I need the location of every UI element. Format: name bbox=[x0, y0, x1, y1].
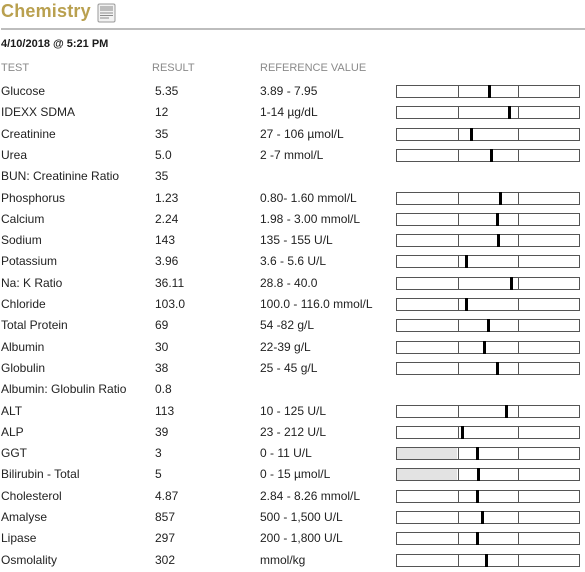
table-row bbox=[0, 508, 585, 529]
table-row bbox=[0, 465, 585, 486]
test-name: GGT bbox=[1, 446, 27, 461]
test-result: 5 bbox=[155, 467, 162, 482]
result-marker bbox=[510, 277, 513, 290]
reference-range: 28.8 - 40.0 bbox=[260, 275, 318, 290]
range-bar-divider bbox=[518, 235, 519, 246]
test-name: BUN: Creatinine Ratio bbox=[1, 169, 120, 184]
test-result: 69 bbox=[155, 318, 169, 333]
test-result: 3.96 bbox=[155, 254, 179, 269]
range-bar-divider bbox=[458, 406, 459, 417]
test-result: 113 bbox=[155, 403, 175, 418]
section-header bbox=[1, 0, 585, 30]
result-marker bbox=[505, 405, 508, 418]
test-result: 3 bbox=[155, 446, 162, 461]
range-bar bbox=[396, 426, 580, 439]
test-name: Na: K Ratio bbox=[1, 275, 63, 290]
result-marker bbox=[508, 106, 511, 119]
reference-range: 100.0 - 116.0 mmol/L bbox=[260, 297, 373, 311]
range-bar bbox=[396, 532, 580, 545]
test-result: 5.35 bbox=[155, 84, 179, 98]
test-result: 38 bbox=[155, 360, 169, 375]
table-row bbox=[0, 295, 585, 316]
test-result: 30 bbox=[155, 339, 169, 354]
reference-range: 135 - 155 U/L bbox=[260, 233, 333, 248]
result-marker bbox=[488, 85, 491, 98]
range-bar-divider bbox=[458, 533, 459, 544]
range-bar bbox=[396, 149, 580, 162]
table-row bbox=[0, 210, 585, 231]
table-row bbox=[0, 125, 585, 146]
range-bar bbox=[396, 85, 580, 98]
range-bar-divider bbox=[518, 256, 519, 267]
range-bar-divider bbox=[518, 363, 519, 374]
range-bar-divider bbox=[458, 193, 459, 204]
table-row bbox=[0, 231, 585, 252]
result-marker bbox=[477, 468, 480, 481]
result-marker bbox=[476, 447, 479, 460]
range-bar-divider bbox=[518, 533, 519, 544]
column-header-reference: REFERENCE VALUE bbox=[260, 62, 367, 74]
result-marker bbox=[483, 341, 486, 354]
test-result: 302 bbox=[155, 552, 176, 567]
test-result: 35 bbox=[155, 169, 169, 184]
table-row bbox=[0, 338, 585, 359]
result-marker bbox=[470, 128, 473, 141]
result-marker bbox=[499, 192, 502, 205]
result-marker bbox=[465, 298, 468, 311]
table-row bbox=[0, 380, 585, 401]
test-name: Osmolality bbox=[1, 552, 58, 567]
range-bar bbox=[396, 362, 580, 375]
test-result: 12 bbox=[155, 105, 169, 120]
test-name: ALT bbox=[1, 403, 23, 418]
result-marker bbox=[485, 554, 488, 567]
result-timestamp: 4/10/2018 @ 5:21 PM bbox=[1, 38, 109, 50]
test-result: 1.23 bbox=[155, 190, 179, 205]
range-bar-divider bbox=[518, 406, 519, 417]
range-bar bbox=[396, 511, 580, 524]
test-name: Lipase bbox=[1, 531, 37, 546]
document-icon[interactable] bbox=[97, 3, 116, 23]
range-bar-divider bbox=[518, 448, 519, 459]
result-marker bbox=[487, 319, 490, 332]
range-bar-divider bbox=[518, 320, 519, 331]
range-bar-divider bbox=[458, 278, 459, 289]
reference-range: 2.84 - 8.26 mmol/L bbox=[260, 488, 361, 503]
table-row bbox=[0, 316, 585, 337]
reference-range: 27 - 106 µmol/L bbox=[260, 126, 344, 141]
reference-range: 25 - 45 g/L bbox=[260, 360, 318, 375]
result-marker bbox=[476, 532, 479, 545]
section-title: Chemistry bbox=[1, 1, 91, 21]
test-result: 5.0 bbox=[155, 147, 172, 162]
test-result: 103.0 bbox=[155, 297, 186, 311]
column-header-result: RESULT bbox=[152, 62, 195, 74]
reference-range: 0.80- 1.60 mmol/L bbox=[260, 190, 357, 205]
result-marker bbox=[476, 490, 479, 503]
range-bar-divider bbox=[518, 278, 519, 289]
reference-range: 10 - 125 U/L bbox=[260, 403, 327, 418]
range-bar-divider bbox=[518, 299, 519, 310]
test-result: 4.87 bbox=[155, 488, 179, 503]
table-row bbox=[0, 252, 585, 273]
range-bar bbox=[396, 554, 580, 567]
column-header-test: TEST bbox=[1, 62, 30, 74]
range-bar-divider bbox=[458, 86, 459, 97]
result-marker bbox=[461, 426, 464, 439]
table-row bbox=[0, 146, 585, 167]
table-row bbox=[0, 82, 585, 103]
range-bar-divider bbox=[518, 129, 519, 140]
test-name: Chloride bbox=[1, 297, 46, 311]
test-name: IDEXX SDMA bbox=[1, 105, 76, 120]
test-name: Sodium bbox=[1, 233, 42, 248]
test-name: Phosphorus bbox=[1, 190, 66, 205]
test-name: Amalyse bbox=[1, 510, 48, 524]
test-result: 36.11 bbox=[155, 275, 185, 290]
reference-range: 54 -82 g/L bbox=[260, 318, 315, 333]
reference-range: 23 - 212 U/L bbox=[260, 424, 327, 439]
range-bar-divider bbox=[458, 129, 459, 140]
range-bar-divider bbox=[458, 363, 459, 374]
reference-range: mmol/kg bbox=[260, 552, 306, 567]
range-bar bbox=[396, 405, 580, 418]
test-result: 297 bbox=[155, 531, 176, 546]
result-marker bbox=[496, 213, 499, 226]
table-row bbox=[0, 189, 585, 210]
test-name: Urea bbox=[1, 147, 28, 162]
range-bar-divider bbox=[518, 512, 519, 523]
range-bar bbox=[396, 192, 580, 205]
range-bar-divider bbox=[458, 320, 459, 331]
range-bar bbox=[396, 341, 580, 354]
range-bar bbox=[396, 213, 580, 226]
range-bar-divider bbox=[518, 86, 519, 97]
range-bar-divider bbox=[458, 235, 459, 246]
range-bar-divider bbox=[518, 150, 519, 161]
range-bar bbox=[396, 234, 580, 247]
range-bar-divider bbox=[458, 469, 459, 480]
test-name: Potassium bbox=[1, 254, 58, 269]
table-row bbox=[0, 359, 585, 380]
range-bar-divider bbox=[458, 256, 459, 267]
test-name: Globulin bbox=[1, 360, 46, 375]
range-bar-low-zone bbox=[397, 469, 457, 480]
table-row bbox=[0, 423, 585, 444]
test-name: ALP bbox=[1, 424, 24, 439]
reference-range: 3.89 - 7.95 bbox=[260, 84, 318, 98]
table-row bbox=[0, 529, 585, 550]
range-bar-divider bbox=[518, 555, 519, 566]
range-bar bbox=[396, 128, 580, 141]
range-bar-divider bbox=[458, 491, 459, 502]
reference-range: 22-39 g/L bbox=[260, 339, 311, 354]
test-name: Albumin: Globulin Ratio bbox=[1, 382, 127, 397]
range-bar-divider bbox=[458, 555, 459, 566]
result-marker bbox=[465, 255, 468, 268]
test-name: Cholesterol bbox=[1, 488, 62, 503]
test-result: 0.8 bbox=[155, 382, 172, 397]
reference-range: 2 -7 mmol/L bbox=[260, 147, 324, 162]
result-marker bbox=[481, 511, 484, 524]
range-bar bbox=[396, 277, 580, 290]
test-result: 143 bbox=[155, 233, 176, 248]
range-bar-divider bbox=[518, 193, 519, 204]
range-bar-divider bbox=[458, 150, 459, 161]
range-bar-divider bbox=[458, 448, 459, 459]
range-bar-divider bbox=[518, 214, 519, 225]
test-name: Calcium bbox=[1, 211, 45, 226]
range-bar-divider bbox=[518, 107, 519, 118]
table-row bbox=[0, 274, 585, 295]
range-bar-divider bbox=[458, 427, 459, 438]
test-result: 35 bbox=[155, 126, 169, 141]
table-row bbox=[0, 444, 585, 465]
range-bar bbox=[396, 447, 580, 460]
range-bar-divider bbox=[518, 469, 519, 480]
range-bar bbox=[396, 468, 580, 481]
range-bar-divider bbox=[518, 342, 519, 353]
range-bar-low-zone bbox=[397, 448, 457, 459]
table-row bbox=[0, 487, 585, 508]
table-row bbox=[0, 103, 585, 124]
result-marker bbox=[497, 234, 500, 247]
test-name: Total Protein bbox=[1, 318, 68, 333]
range-bar bbox=[396, 319, 580, 332]
test-name: Creatinine bbox=[1, 126, 56, 141]
test-result: 39 bbox=[155, 424, 169, 439]
table-row bbox=[0, 551, 585, 572]
range-bar bbox=[396, 490, 580, 503]
reference-range: 500 - 1,500 U/L bbox=[260, 510, 343, 524]
reference-range: 0 - 11 U/L bbox=[260, 446, 312, 461]
range-bar-divider bbox=[518, 427, 519, 438]
range-bar-divider bbox=[518, 491, 519, 502]
test-name: Albumin bbox=[1, 339, 45, 354]
range-bar-divider bbox=[458, 299, 459, 310]
reference-range: 1-14 µg/dL bbox=[260, 105, 318, 120]
test-result: 2.24 bbox=[155, 211, 179, 226]
reference-range: 0 - 15 µmol/L bbox=[260, 467, 331, 482]
result-marker bbox=[490, 149, 493, 162]
range-bar-divider bbox=[458, 214, 459, 225]
reference-range: 3.6 - 5.6 U/L bbox=[260, 254, 327, 269]
range-bar bbox=[396, 106, 580, 119]
reference-range: 200 - 1,800 U/L bbox=[260, 531, 343, 546]
range-bar-divider bbox=[458, 107, 459, 118]
range-bar bbox=[396, 298, 580, 311]
test-name: Bilirubin - Total bbox=[1, 467, 80, 482]
range-bar-divider bbox=[458, 512, 459, 523]
result-marker bbox=[496, 362, 499, 375]
test-result: 857 bbox=[155, 510, 176, 524]
reference-range: 1.98 - 3.00 mmol/L bbox=[260, 211, 361, 226]
test-name: Glucose bbox=[1, 84, 46, 98]
range-bar bbox=[396, 255, 580, 268]
table-row bbox=[0, 402, 585, 423]
range-bar-divider bbox=[458, 342, 459, 353]
table-row bbox=[0, 167, 585, 188]
